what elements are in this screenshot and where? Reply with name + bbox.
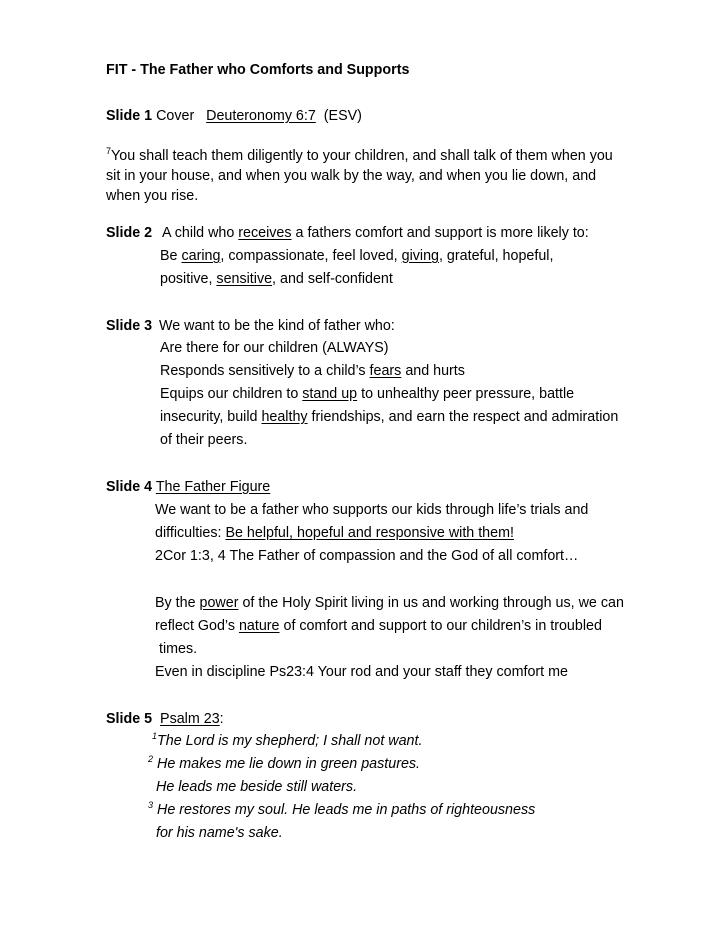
verse-number: 3 bbox=[148, 800, 154, 810]
slide4-title: The Father Figure bbox=[155, 479, 271, 495]
slide4-line-4 bbox=[155, 593, 624, 613]
slide5-heading bbox=[106, 709, 224, 729]
slide2-line-3 bbox=[160, 269, 393, 289]
text: , grateful, hopeful, bbox=[438, 248, 554, 264]
text: , and self-confident bbox=[272, 271, 393, 287]
slide1-version: (ESV) bbox=[323, 108, 362, 124]
text: friendships, and earn the respect and admiration bbox=[307, 409, 619, 425]
verse-number: 2 bbox=[148, 754, 154, 764]
slide2-line-1 bbox=[162, 223, 589, 243]
slide4-line-6: times. bbox=[159, 641, 198, 657]
slide4-label: Slide 4 bbox=[106, 479, 153, 495]
slide1-heading bbox=[106, 106, 362, 126]
slide4-line-7: Even in discipline Ps23:4 Your rod and your staff they comfort me bbox=[155, 664, 568, 680]
underlined-text: power bbox=[199, 595, 239, 611]
text: of comfort and support to our children’s in troubled bbox=[279, 618, 602, 634]
verse-number: 7 bbox=[106, 146, 112, 156]
slide1-reference: Deuteronomy 6:7 bbox=[206, 108, 316, 124]
text: and hurts bbox=[401, 363, 465, 379]
text: reflect God’s bbox=[155, 618, 239, 634]
text: Be bbox=[160, 248, 182, 264]
text: of the Holy Spirit living in us and working through us, we can bbox=[238, 595, 624, 611]
slide1-verse-line-3: when you rise. bbox=[106, 188, 199, 204]
psalm-verse-2 bbox=[148, 754, 420, 774]
underlined-text: Be helpful, hopeful and responsive with them! bbox=[225, 525, 514, 541]
slide5-title: Psalm 23 bbox=[160, 711, 220, 727]
psalm-verse-3 bbox=[148, 800, 535, 820]
slide3-line-3 bbox=[160, 361, 465, 381]
slide2-label: Slide 2 bbox=[106, 225, 153, 241]
text: insecurity, build bbox=[160, 409, 262, 425]
verse-text: He makes me lie down in green pastures. bbox=[157, 756, 421, 772]
slide3-line-2: Are there for our children (ALWAYS) bbox=[160, 340, 389, 356]
text: By the bbox=[155, 595, 200, 611]
slide1-label: Slide 1 bbox=[106, 108, 153, 124]
verse-number: 1 bbox=[152, 731, 158, 741]
underlined-text: nature bbox=[238, 618, 280, 634]
text: A child who bbox=[162, 225, 239, 241]
slide4-line-1: We want to be a father who supports our kids through life’s trials and bbox=[155, 502, 589, 518]
slide4-heading bbox=[106, 477, 270, 497]
psalm-verse-2b: He leads me beside still waters. bbox=[156, 779, 358, 795]
psalm-verse-1 bbox=[152, 731, 422, 751]
text: positive, bbox=[160, 271, 217, 287]
slide3-line-4 bbox=[160, 384, 574, 404]
slide5-label: Slide 5 bbox=[106, 711, 153, 727]
underlined-text: sensitive bbox=[216, 271, 273, 287]
psalm-verse-3b: for his name's sake. bbox=[156, 825, 283, 841]
slide4-line-5 bbox=[155, 616, 602, 636]
underlined-text: stand up bbox=[302, 386, 358, 402]
slide3-line-5 bbox=[160, 407, 618, 427]
text: difficulties: bbox=[155, 525, 226, 541]
slide1-verse-line-1 bbox=[106, 146, 613, 166]
text: Equips our children to bbox=[160, 386, 303, 402]
slide1-cover: Cover bbox=[156, 108, 195, 124]
underlined-text: healthy bbox=[261, 409, 308, 425]
slide4-line-3: 2Cor 1:3, 4 The Father of compassion and the God of all comfort… bbox=[155, 548, 579, 564]
text: , compassionate, feel loved, bbox=[220, 248, 402, 264]
slide3-line-1: We want to be the kind of father who: bbox=[159, 318, 395, 334]
colon: : bbox=[219, 711, 224, 727]
underlined-text: receives bbox=[238, 225, 292, 241]
text: to unhealthy peer pressure, battle bbox=[357, 386, 575, 402]
text: a fathers comfort and support is more likely to: bbox=[291, 225, 589, 241]
underlined-text: fears bbox=[369, 363, 402, 379]
verse-text: You shall teach them diligently to your children, and shall talk of them when you bbox=[111, 148, 613, 164]
document-title: FIT - The Father who Comforts and Supports bbox=[106, 62, 410, 78]
slide3-line-6: of their peers. bbox=[160, 432, 248, 448]
text: Responds sensitively to a child’s bbox=[160, 363, 370, 379]
underlined-text: giving bbox=[401, 248, 439, 264]
verse-text: He restores my soul. He leads me in paths of righteousness bbox=[157, 802, 536, 818]
slide4-line-2 bbox=[155, 523, 514, 543]
underlined-text: caring bbox=[181, 248, 221, 264]
slide3-label: Slide 3 bbox=[106, 318, 153, 334]
verse-text: The Lord is my shepherd; I shall not want. bbox=[157, 733, 423, 749]
slide2-line-2 bbox=[160, 246, 553, 266]
slide1-verse-line-2: sit in your house, and when you walk by the way, and when you lie down, and bbox=[106, 168, 597, 184]
